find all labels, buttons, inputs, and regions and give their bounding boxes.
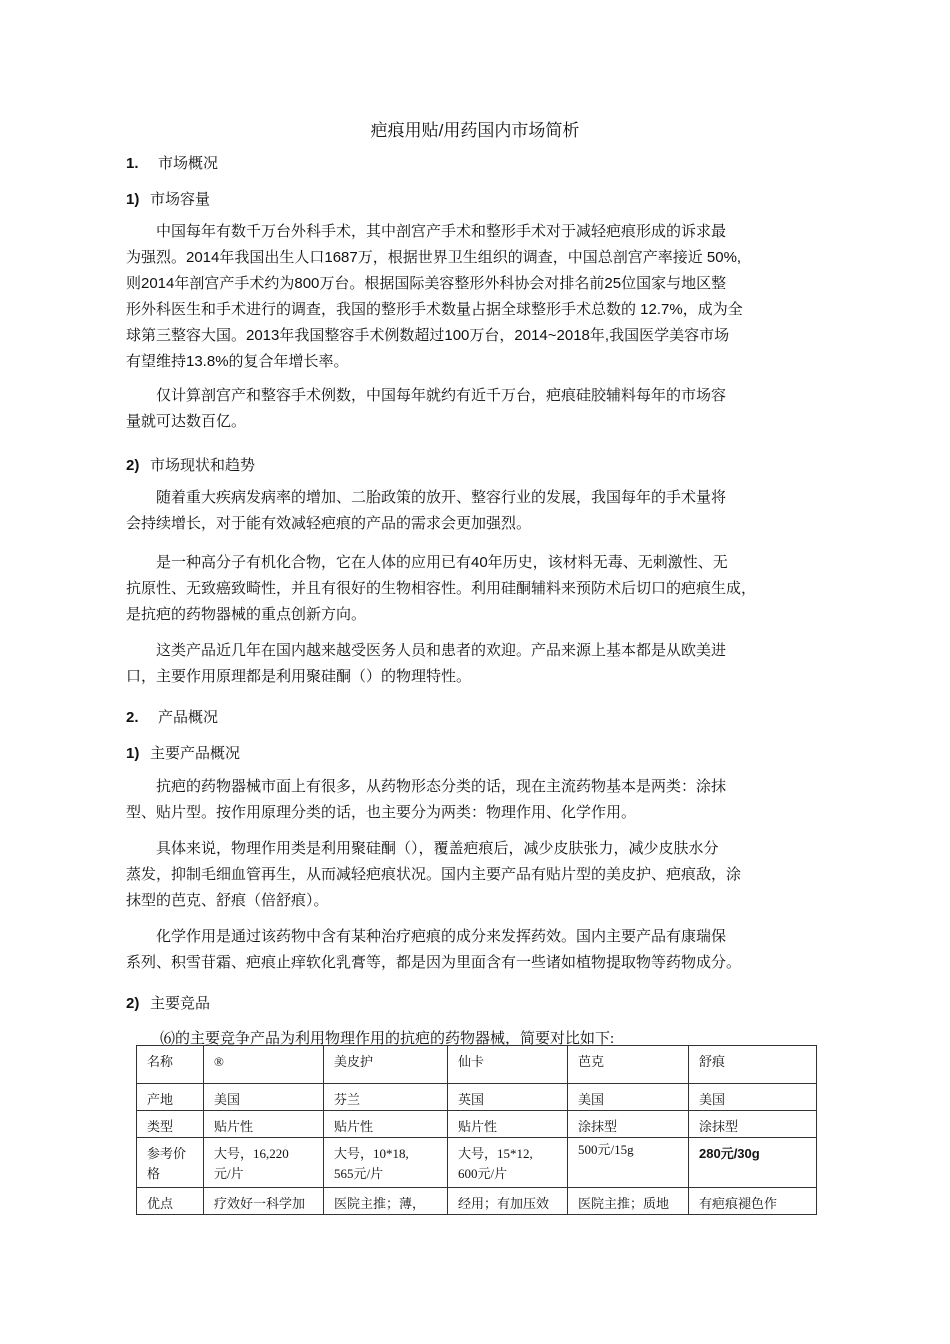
paragraph-line: 会持续增长，对于能有效减轻疤痕的产品的需求会更加强烈。 [126,515,532,532]
section-number: 2) [126,995,140,1012]
table-row-type [137,1111,817,1138]
table-cell: 涂抹型 [568,1111,689,1138]
document-title: 疤痕用贴/用药国内市场简析 [370,121,580,140]
table-cell: 美皮护 [324,1046,448,1084]
paragraph-line: 是一种高分子有机化合物，它在人体的应用已有40年历史，该材料无毒、无刺激性、无 [156,554,728,571]
section-number: 1) [126,745,140,762]
section-label: 市场容量 [150,191,211,208]
paragraph-line: 抗疤的药物器械市面上有很多，从药物形态分类的话，现在主流药物基本是两类：涂抹 [156,778,727,795]
paragraph-line: 随着重大疾病发病率的增加、二胎政策的放开、整容行业的发展，我国每年的手术量将 [156,489,727,506]
paragraph-physical-action [126,836,828,914]
paragraph-line: 具体来说，物理作用类是利用聚硅酮（），覆盖疤痕后，减少皮肤张力，减少皮肤水分 [156,840,719,857]
table-cell: 美国 [568,1084,689,1111]
table-row-name [137,1046,817,1084]
paragraph-line: 形外科医生和手术进行的调查，我国的整形手术数量占据全球整形手术总数的 12.7%，成为全 [126,301,743,318]
table-cell: 500元/15g [568,1138,689,1188]
paragraph-line: 蒸发，抑制毛细血管再生，从而减轻疤痕状况。国内主要产品有贴片型的美皮护、疤痕敌，涂 [126,866,742,883]
table-cell: 医院主推；质地 [568,1188,689,1215]
section-number: 1) [126,191,140,208]
subsection-heading-market-status [126,454,255,475]
section-heading-market-overview [126,152,218,173]
section-label: 产品概况 [158,709,219,726]
table-cell: 贴片性 [204,1111,324,1138]
paragraph-chemical-action [126,924,828,976]
table-row-header-cell: 优点 [137,1188,204,1215]
paragraph-line: 有望维持13.8%的复合年增长率。 [126,353,349,370]
paragraph-line: 抗原性、无致癌致畸性，并且有很好的生物相容性。利用硅酮辅料来预防术后切口的疤痕生成， [126,580,757,597]
table-caption: ⑹的主要竞争产品为利用物理作用的抗疤的药物器械，简要对比如下: [160,1031,615,1047]
table-row-header-cell: 参考价格 [137,1138,204,1188]
paragraph-line: 球第三整容大国。2013年我国整容手术例数超过100万台，2014~2018年,我国医学美容市场 [126,327,730,344]
table-cell: 280元/30g [689,1138,817,1188]
section-label: 主要竞品 [150,995,211,1012]
section-number: 2) [126,457,140,474]
table-cell: 大号，15*12, 600元/片 [448,1138,568,1188]
paragraph-line: 系列、积雪苷霜、疤痕止痒软化乳膏等，都是因为里面含有一些诸如植物提取物等药物成分。 [126,954,742,971]
section-heading-product-overview [126,706,218,727]
table-cell: 美国 [689,1084,817,1111]
section-label: 市场概况 [158,155,219,172]
table-cell: 舒痕 [689,1046,817,1084]
section-label: 市场现状和趋势 [150,457,256,474]
paragraph-silicone-material [126,550,828,628]
table-cell: 贴片性 [448,1111,568,1138]
paragraph-product-source [126,638,828,690]
table-cell: 美国 [204,1084,324,1111]
table-row-header-cell: 产地 [137,1084,204,1111]
paragraph-product-classification [126,774,828,826]
paragraph-line: 抹型的芭克、舒痕（倍舒痕）。 [126,892,329,909]
table-cell: 医院主推；薄， [324,1188,448,1215]
table-cell: 疗效好一科学加 [204,1188,324,1215]
table-row-origin [137,1084,817,1111]
paragraph-market-capacity [126,219,828,375]
subsection-heading-main-products [126,742,240,763]
paragraph-line: 口，主要作用原理都是利用聚硅酮（）的物理特性。 [126,668,472,685]
table-cell: 大号，16,220 元/片 [204,1138,324,1188]
table-cell: 经用；有加压效 [448,1188,568,1215]
paragraph-line: 这类产品近几年在国内越来越受医务人员和患者的欢迎。产品来源上基本都是从欧美进 [156,642,727,659]
table-row-advantages [137,1188,817,1215]
table-row-header-cell: 类型 [137,1111,204,1138]
paragraph-line: 是抗疤的药物器械的重点创新方向。 [126,606,367,623]
table-cell: 贴片性 [324,1111,448,1138]
paragraph-line: 化学作用是通过该药物中含有某种治疗疤痕的成分来发挥药效。国内主要产品有康瑞保 [156,928,727,945]
table-cell: ® [204,1046,324,1084]
competitor-comparison-table [136,1045,817,1215]
table-cell: 芭克 [568,1046,689,1084]
paragraph-line: 则2014年剖宫产手术约为800万台。根据国际美容整形外科协会对排名前25位国家与地区整 [126,275,727,292]
table-row-header-cell: 名称 [137,1046,204,1084]
table-cell: 涂抹型 [689,1111,817,1138]
table-cell: 大号，10*18, 565元/片 [324,1138,448,1188]
table-row-price [137,1138,817,1188]
paragraph-line: 型、贴片型。按作用原理分类的话，也主要分为两类：物理作用、化学作用。 [126,804,637,821]
section-number: 1. [126,155,139,172]
paragraph-market-size-estimate [126,383,828,435]
table-cell: 有疤痕褪色作 [689,1188,817,1215]
paragraph-line: 为强烈。2014年我国出生人口1687万，根据世界卫生组织的调查，中国总剖宫产率接近 50%, [126,249,742,266]
subsection-heading-competitors [126,992,210,1013]
table-cell: 芬兰 [324,1084,448,1111]
subsection-heading-market-capacity [126,188,210,209]
paragraph-line: 仅计算剖宫产和整容手术例数，中国每年就约有近千万台，疤痕硅胶辅料每年的市场容 [156,387,727,404]
section-label: 主要产品概况 [150,745,241,762]
table-cell: 英国 [448,1084,568,1111]
paragraph-demand-growth [126,485,828,537]
table-cell: 仙卡 [448,1046,568,1084]
section-number: 2. [126,709,139,726]
paragraph-line: 量就可达数百亿。 [126,413,247,430]
paragraph-line: 中国每年有数千万台外科手术，其中剖宫产手术和整形手术对于减轻疤痕形成的诉求最 [156,223,727,240]
